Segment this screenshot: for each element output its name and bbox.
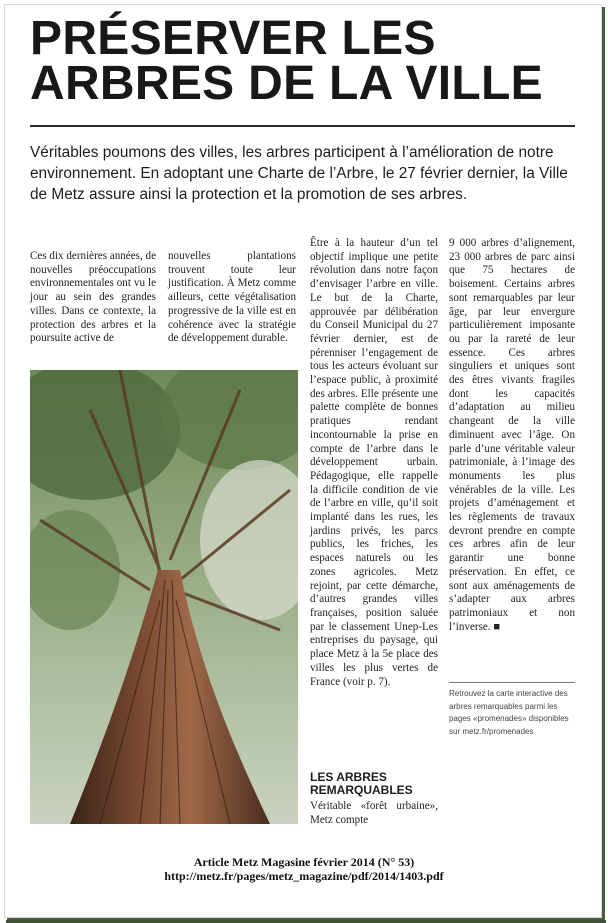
article-headline <box>30 12 575 110</box>
column-2-text: nouvelles plantations trouvent toute leur justification. À Metz comme ailleurs, cette végétalisation progressive de la ville est en cohérence avec la stratégie de développement durable. <box>168 250 296 345</box>
column-1-text: Ces dix dernières années, de nouvelles préoccupations environnementales ont vu le jour au sein des grandes villes. Dans ce contexte, la protection des arbres et la poursuite active de <box>30 250 156 345</box>
lead-paragraph: Véritables poumons des villes, les arbres participent à l’amélioration de notre environnement. En adoptant une Charte de l’Arbre, le 27 février dernier, la Ville de Metz assure ainsi la protection et la promotion de ses arbres. <box>30 144 568 203</box>
subheading: LES ARBRES REMARQUABLES <box>310 770 413 797</box>
subheading-text: Véritable «forêt urbaine», Metz compte <box>310 800 438 826</box>
column-4-text: 9 000 arbres d’alignement, 23 000 arbres de parc ainsi que 75 hectares de boisement. Certains arbres sont remarquables par leur âge, par leur envergure particulièrement imposante ou par la rareté de leur essence. Ces arbres singuliers et uniques sont des êtres vivants fragiles dont les capacités d’adaptation au milieu changeant de la ville diminuent avec l’âge. On parle d’une véritable valeur patrimoniale, à l’image des monuments les plus vénérables de la ville. Les projets d’aménagement et les règlements de travaux devront prendre en compte ces arbres afin de leur garantir une bonne préservation. En effet, ce sont aux aménagements de s’adapter aux arbres patrimoniaux et non l’inverse. ■ <box>449 237 575 633</box>
source-caption: Article Metz Magasine février 2014 (N° 53) <box>193 855 415 869</box>
column-3-text: Être à la hauteur d’un tel objectif implique une petite révolution dans notre façon d’envisager l’arbre en ville. Le but de la Charte, approuvée par délibération du Conseil Municipal du 27 février dernier, est de pérenniser l’engagement de tous les acteurs évoluant sur l’espace public, à proximité des arbres. Elle présente une palette complète de bonnes pratiques rendant incontournable la prise en compte de l’arbre dans le développement urbain. Pédagogique, elle rappelle la difficile condition de vie de l’arbre en ville, qu’il soit implanté dans les rues, les jardins privés, les parcs publics, les friches, les espaces naturels ou les zones agricoles. Metz rejoint, par cette démarche, d’autres grandes villes françaises, position saluée par le classement Unep-Les entreprises du paysage, qui place Metz à la 5e place des villes les plus vertes de France (voir p. 7). <box>310 237 438 688</box>
source-url: http://metz.fr/pages/metz_magazine/pdf/2014/1403.pdf <box>164 869 444 883</box>
tree-photo <box>30 370 298 824</box>
sidebar-note: Retrouvez la carte interactive des arbres remarquables parmi les pages «promenades» disponibles sur metz.fr/promenades <box>449 689 569 736</box>
note-rule <box>449 682 575 683</box>
headline-rule <box>30 125 575 127</box>
headline-line-1: PRÉSERVER LES <box>30 12 436 65</box>
headline-line-2: ARBRES DE LA VILLE <box>30 57 543 110</box>
